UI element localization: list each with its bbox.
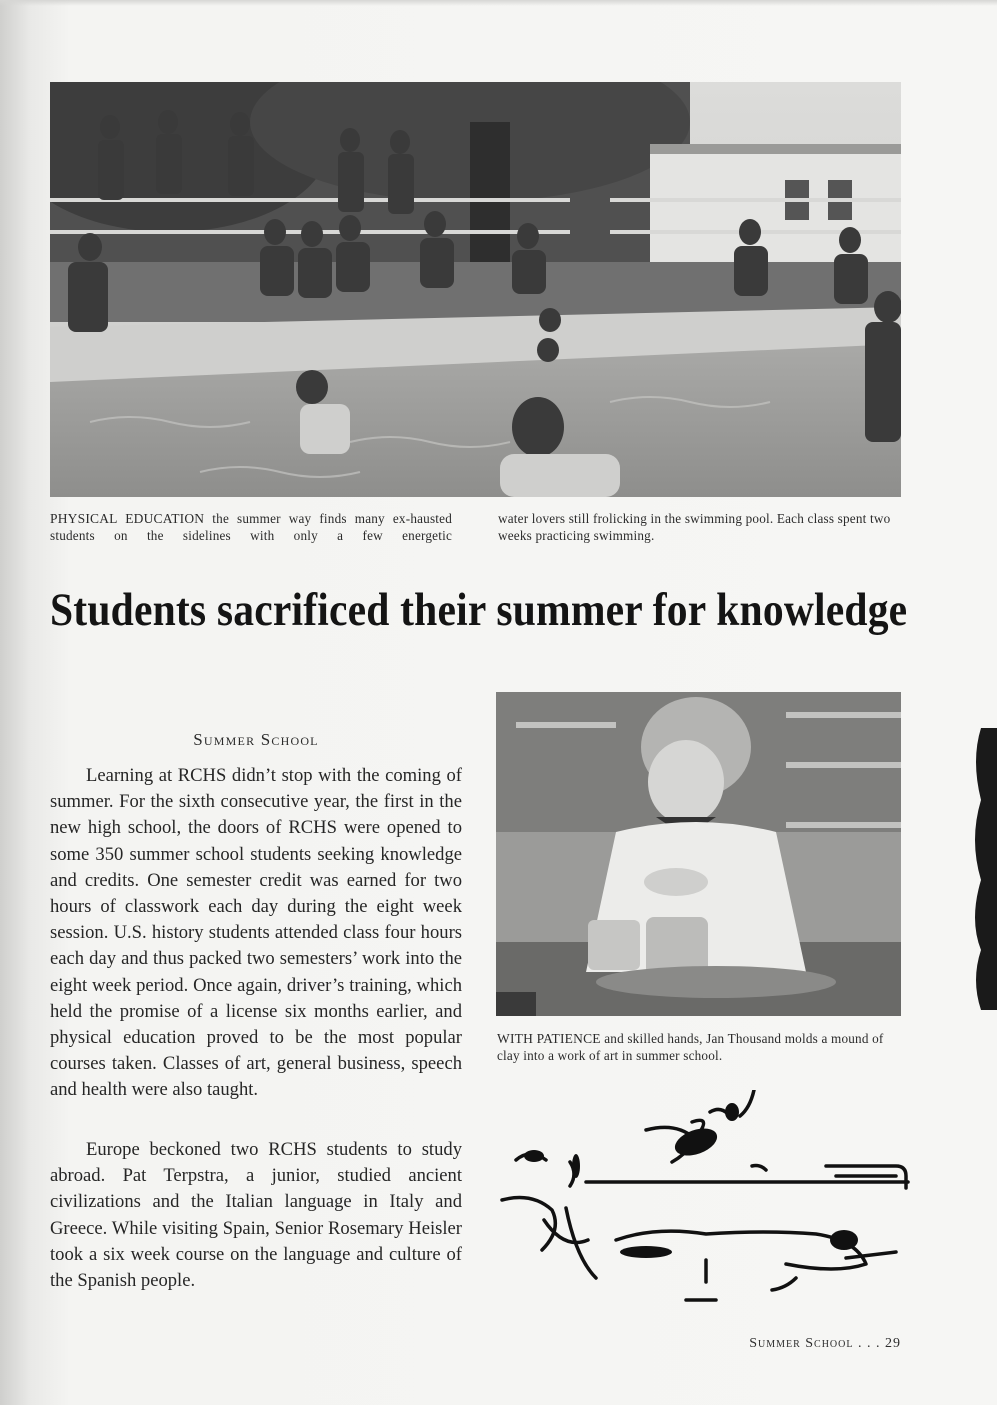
page-footer [600, 1336, 901, 1352]
pottery-photo-caption [497, 1030, 901, 1064]
footer-section: Summer School [749, 1336, 854, 1351]
page-edge-shadow [0, 0, 997, 6]
pool-photo-caption-left [50, 510, 452, 544]
article-paragraph: Europe beckoned two RCHS students to study abroad. Pat Terpstra, a junior, studied ancient civilizations and the Italian language in Italy and Greece. While visiting Spain, Senior Rosemary Heisler took a six week course on the language and culture of the Spanish people. [50, 1139, 462, 1292]
pottery-photo [496, 692, 901, 1016]
page-number: 29 [885, 1336, 901, 1351]
section-title: Summer School [193, 730, 319, 749]
caption-text: and skilled hands, Jan Thousand molds a mound of clay into a work of art in summer school. [497, 1031, 884, 1063]
swimmers-sketch [496, 1090, 916, 1320]
footer-separator: . . . [853, 1336, 885, 1351]
pool-photo-caption-right: water lovers still frolicking in the swimming pool. Each class spent two weeks practicing swimming. [498, 511, 891, 543]
page-headline: Students sacrificed their summer for knowledge [50, 584, 908, 636]
binder-clip [951, 728, 997, 1010]
pool-photo [50, 82, 901, 497]
article-paragraph: Learning at RCHS didn’t stop with the coming of summer. For the sixth consecutive year, the first in the new high school, the doors of RCHS were opened to some 350 summer school students seeking knowledge and credits. One semester credit was earned for two hours of classwork each day during the eight week session. U.S. history students attended class four hours each day and thus packed two semesters’ work into the eight week period. Once again, driver’s training, which held the promise of a license six months earlier, and physical education proved to be the most popular courses taken. Classes of art, general business, speech and health were also taught. [50, 765, 462, 1101]
caption-lead: PHYSICAL EDUCATION [50, 511, 205, 526]
caption-text: the summer way finds many ex-hausted students on the sidelines with only a few energetic [50, 511, 452, 543]
caption-lead: WITH PATIENCE [497, 1031, 601, 1046]
